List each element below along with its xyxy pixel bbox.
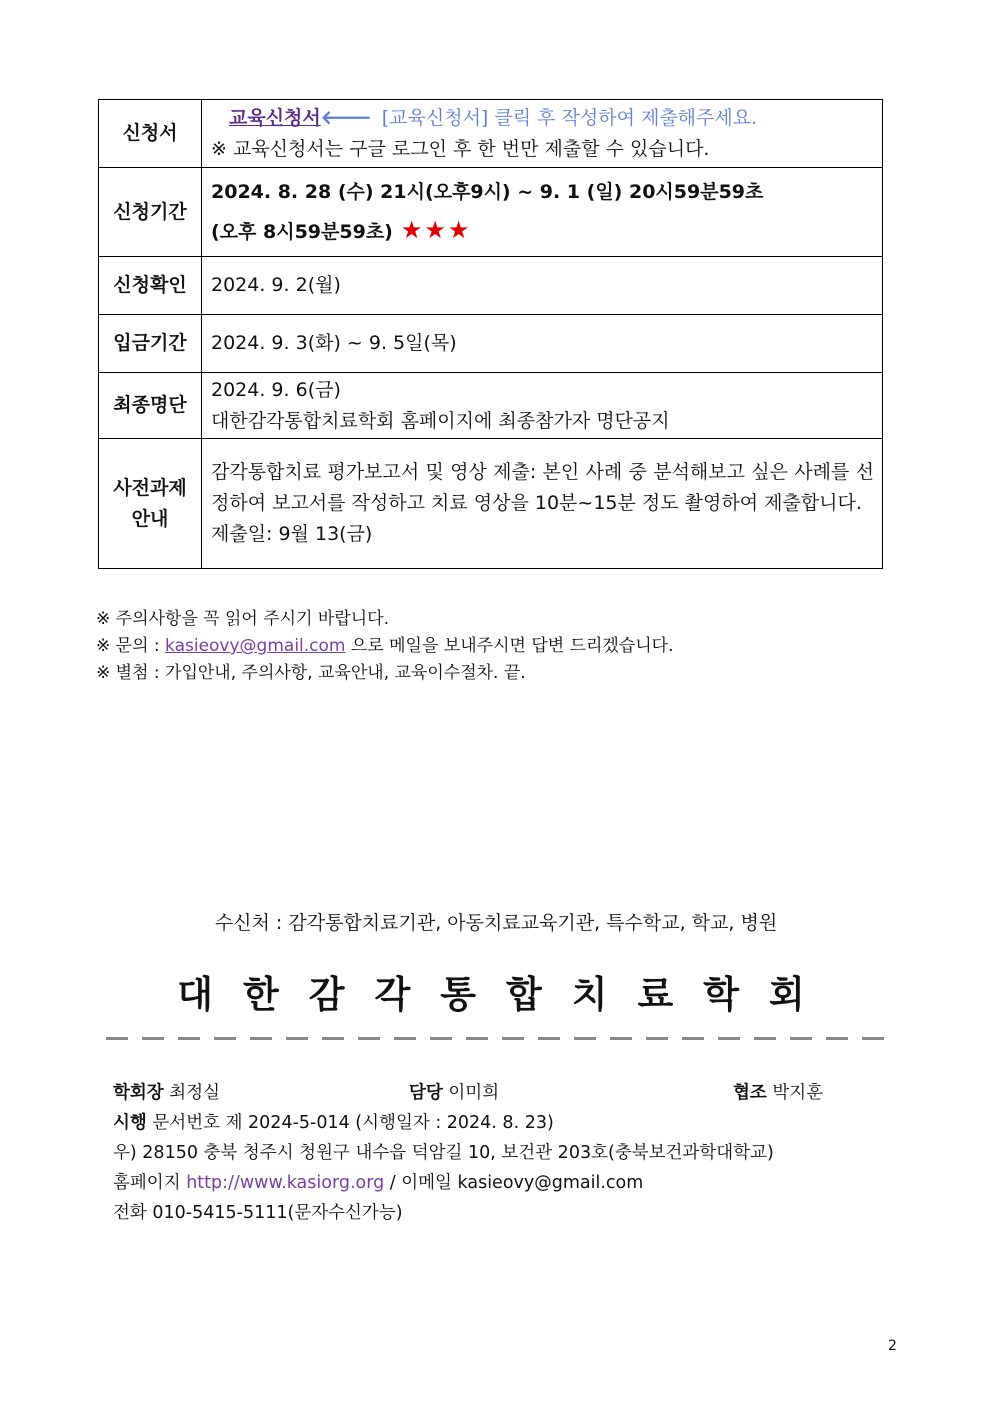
- note-contact: ※ 문의 : kasieovy@gmail.com 으로 메일을 보내주시면 답변 드리겠습니다.: [96, 636, 674, 656]
- manager-label: 담당: [409, 1083, 443, 1103]
- organization-name: 대한감각통합치료학회: [177, 973, 835, 1016]
- period-line: 2024. 8. 28 (수) 21시(오후9시) ~ 9. 1 (일) 20시59분59초: [211, 181, 764, 203]
- homepage-label: 홈페이지: [113, 1173, 181, 1193]
- assignment-due-date: 제출일: 9월 13(금): [211, 523, 373, 545]
- phone: 전화 010-5415-5111(문자수신가능): [113, 1203, 403, 1223]
- row-label: 입금기간: [99, 315, 202, 373]
- homepage-link[interactable]: http://www.kasiorg.org: [186, 1173, 385, 1193]
- issue-label: 시행: [113, 1113, 147, 1133]
- coop-label: 협조: [733, 1083, 767, 1103]
- final-list-date: 2024. 9. 6(금): [211, 378, 341, 401]
- page-number: 2: [888, 1338, 897, 1354]
- row-pre-assignment: [99, 439, 883, 569]
- row-label: 신청서: [99, 100, 202, 168]
- recipients: 수신처 : 감각통합치료기관, 아동치료교육기관, 특수학교, 학교, 병원: [214, 912, 778, 934]
- coop-name: 박지훈: [772, 1083, 824, 1103]
- row-application-period: [99, 168, 883, 257]
- row-label: 사전과제: [113, 476, 187, 499]
- application-form-link[interactable]: 교육신청서: [229, 106, 321, 129]
- footer-email: kasieovy@gmail.com: [457, 1173, 644, 1193]
- document-number: 문서번호 제 2024-5-014 (시행일자 : 2024. 8. 23): [152, 1113, 554, 1133]
- contact-email-link[interactable]: kasieovy@gmail.com: [165, 636, 346, 656]
- row-label: 신청확인: [99, 257, 202, 315]
- row-application-form: [99, 100, 883, 168]
- row-confirmation: [99, 257, 883, 315]
- period-end-time: (오후 8시59분59초): [211, 221, 393, 243]
- payment-period: 2024. 9. 3(화) ~ 9. 5일(목): [202, 315, 883, 373]
- row-label: 최종명단: [99, 373, 202, 439]
- row-label: 신청기간: [99, 168, 202, 257]
- note-read-cautions: ※ 주의사항을 꼭 읽어 주시기 바랍니다.: [96, 609, 389, 629]
- assignment-description: 감각통합치료 평가보고서 및 영상 제출: 본인 사례 중 분석해보고 싶은 사례를 선정하여 보고서를 작성하고 치료 영상을 10분~15분 정도 촬영하여 제출합니다.: [211, 461, 874, 514]
- manager-name: 이미희: [448, 1083, 500, 1103]
- footer: 학회장 최정실 담당 이미희 협조 박지훈 시행 문서번호 제 2024-5-014 (시행일자 : 2024. 8. 23) 우) 28150 충북 청주시 청원구 내수읍 덕암길 10, 보건관 203호(충북보건과학대학교) 홈페이지 http://www.kasiorg.org / 이메일 kasieovy@gmail.com 전화 010-5415-5111(문자수신가능): [113, 1078, 893, 1228]
- president-name: 최정실: [169, 1083, 221, 1103]
- dashed-divider: [106, 1037, 886, 1040]
- schedule-table: [98, 99, 883, 569]
- final-list-note: 대한감각통합치료학회 홈페이지에 최종참가자 명단공지: [211, 409, 670, 432]
- arrow-left-icon: 🡐: [320, 106, 372, 129]
- row-final-list: [99, 373, 883, 439]
- form-note: ※ 교육신청서는 구글 로그인 후 한 번만 제출할 수 있습니다.: [211, 137, 710, 160]
- notes: [96, 606, 674, 687]
- row-label: 안내: [131, 507, 169, 530]
- star-icon: ★★★: [400, 216, 472, 244]
- address: 우) 28150 충북 청주시 청원구 내수읍 덕암길 10, 보건관 203호(충북보건과학대학교): [113, 1143, 774, 1163]
- row-payment-period: [99, 315, 883, 373]
- note-attachments: ※ 별첨 : 가입안내, 주의사항, 교육안내, 교육이수절차. 끝.: [96, 663, 526, 683]
- link-instruction: [교육신청서] 클릭 후 작성하여 제출해주세요.: [381, 106, 758, 129]
- president-label: 학회장: [113, 1083, 164, 1103]
- confirmation-date: 2024. 9. 2(월): [202, 257, 883, 315]
